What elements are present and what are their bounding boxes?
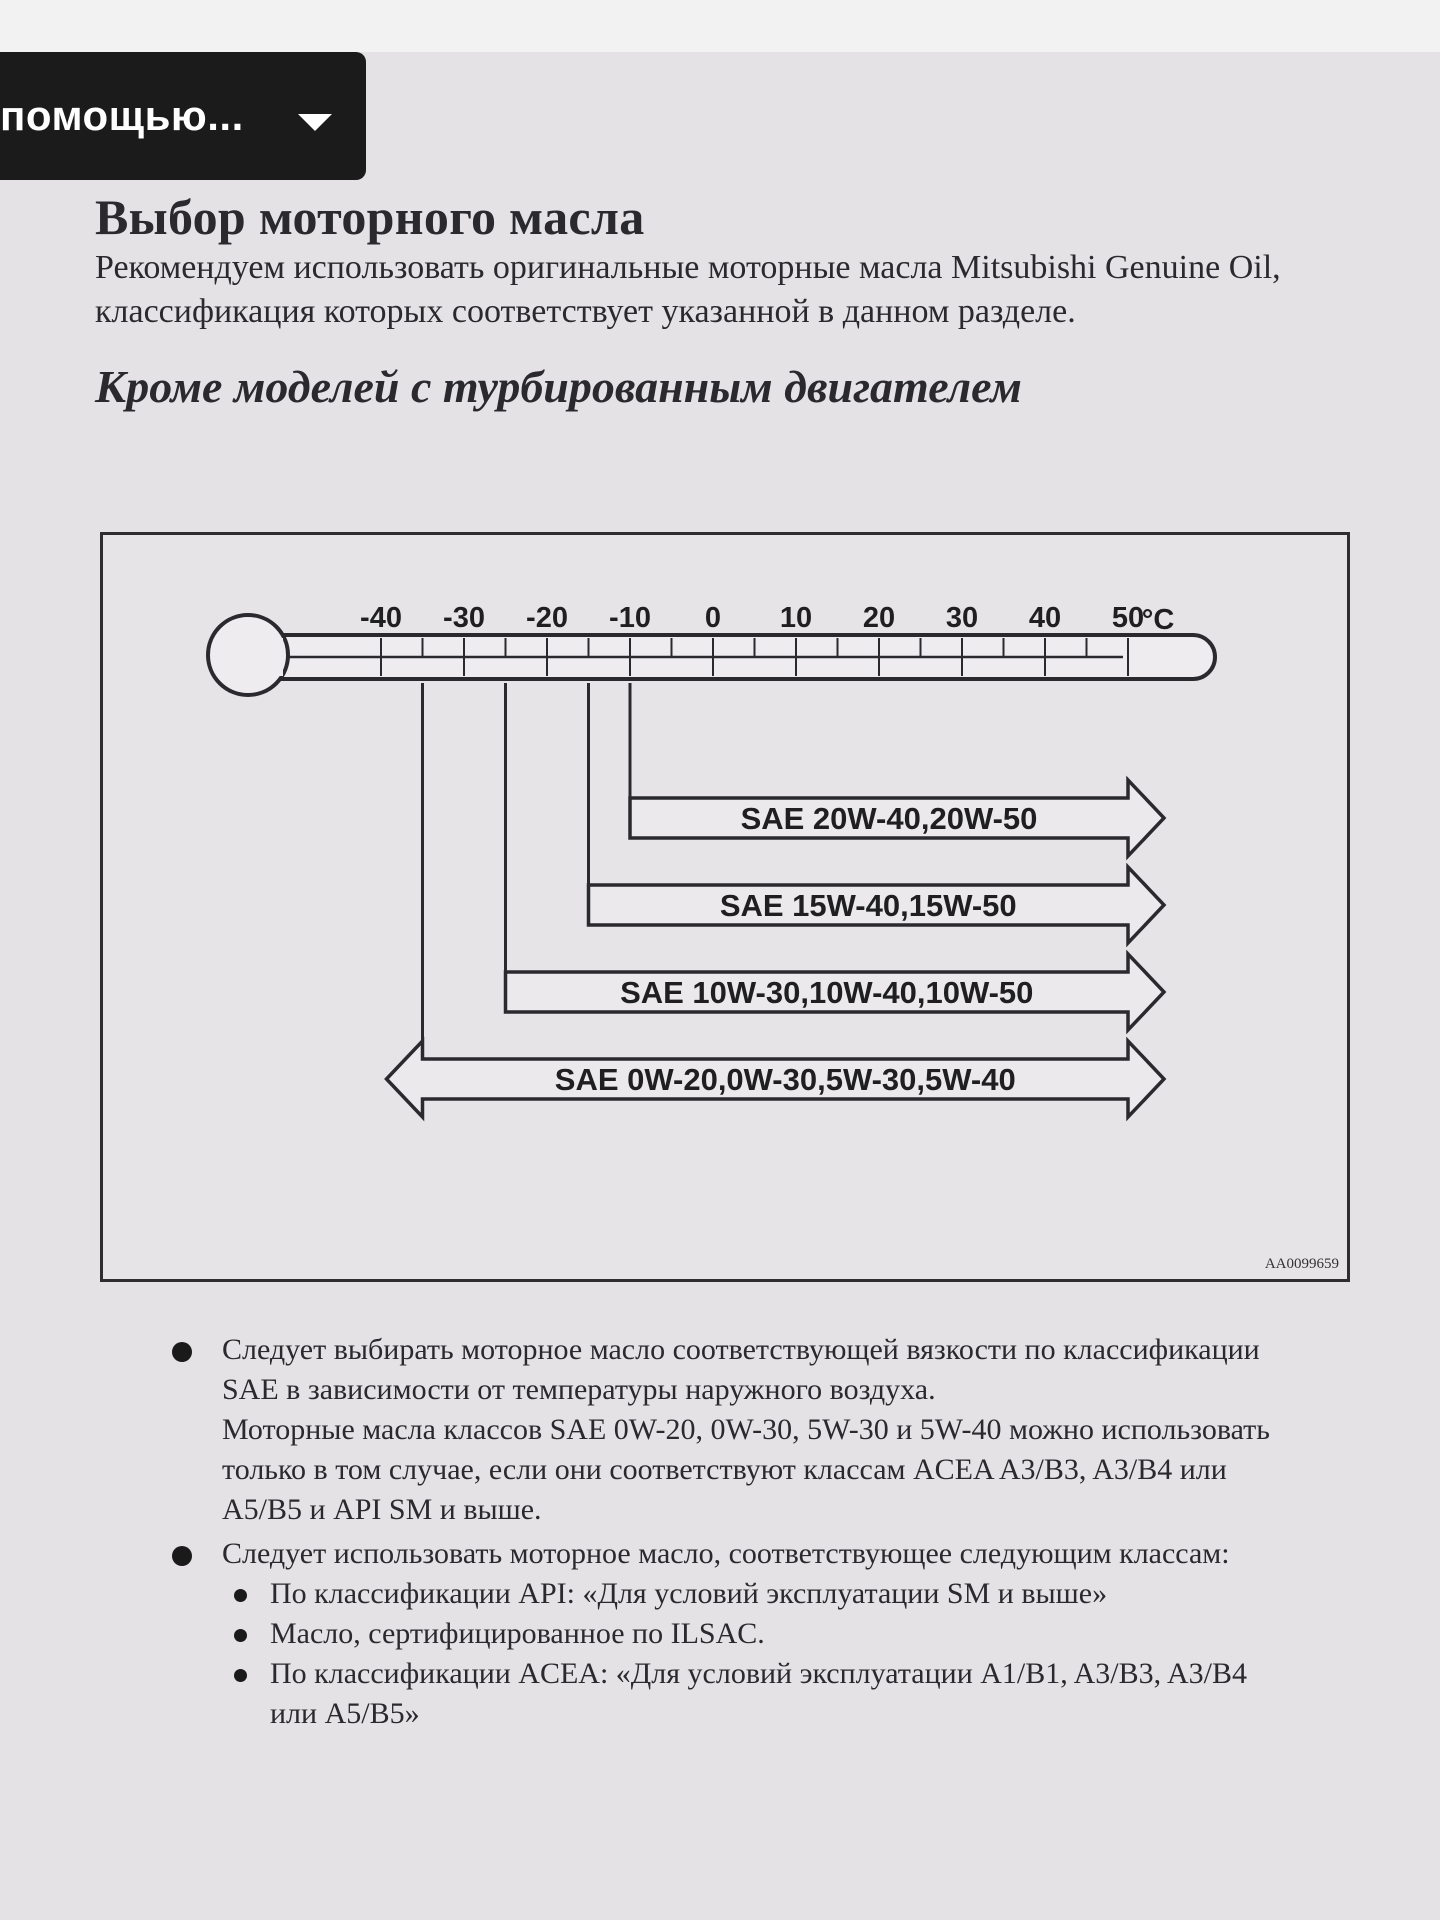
dropdown-menu[interactable] <box>0 52 366 180</box>
tick-label: 20 <box>862 602 896 634</box>
tick-label: -20 <box>526 602 568 634</box>
thermometer-joint <box>243 638 283 676</box>
screen-top-band <box>0 0 1440 52</box>
triangle-down-icon[interactable] <box>298 114 332 131</box>
page-title: Выбор моторного масла <box>95 189 645 245</box>
tick-label: 10 <box>779 602 813 634</box>
bullet-list <box>160 1330 1280 1738</box>
tick-label: -10 <box>609 602 651 634</box>
tick-label: 0 <box>704 602 722 634</box>
sub-bullet-item: По классификации API: «Для условий эксплуатации SM и выше» <box>222 1574 1280 1614</box>
intro-paragraph: Рекомендуем использовать оригинальные моторные масла Mitsubishi Genuine Oil, классификация которых соответствует указанной в данном разделе. <box>95 249 1281 330</box>
grade-label: SAE 10W-30,10W-40,10W-50 <box>620 975 1034 1010</box>
section-subtitle: Кроме моделей с турбированным двигателем <box>95 361 1022 412</box>
bullet-text: Следует выбирать моторное масло соответствующей вязкости по классификации SAE в зависимости от температуры наружного воздуха. <box>222 1333 1260 1406</box>
figure-code: AA0099659 <box>1264 1256 1339 1272</box>
tick-label: -30 <box>443 602 485 634</box>
page-content <box>95 188 1355 413</box>
unit-label: °C <box>1141 604 1175 636</box>
sub-list <box>222 1574 1280 1734</box>
viscosity-chart <box>103 535 1347 1279</box>
grade-label: SAE 0W-20,0W-30,5W-30,5W-40 <box>554 1062 1016 1097</box>
bullet-text: Следует использовать моторное масло, соответствующее следующим классам: <box>222 1537 1230 1570</box>
tick-label: -40 <box>360 602 402 634</box>
dropdown-label: помощью... <box>0 92 244 139</box>
tick-label: 40 <box>1028 602 1062 634</box>
grade-label: SAE 20W-40,20W-50 <box>740 801 1038 836</box>
tick-label: 30 <box>945 602 979 634</box>
sub-bullet-item: Масло, сертифицированное по ILSAC. <box>222 1614 1280 1654</box>
bullet-item <box>160 1534 1280 1734</box>
bullet-item <box>160 1330 1280 1530</box>
sub-bullet-item: По классификации ACEA: «Для условий эксплуатации A1/B1, A3/B3, A3/B4 или A5/B5» <box>222 1654 1280 1734</box>
oil-viscosity-figure <box>100 532 1350 1282</box>
grade-label: SAE 15W-40,15W-50 <box>719 888 1017 923</box>
bullet-text: Моторные масла классов SAE 0W-20, 0W-30, 5W-30 и 5W-40 можно использовать только в том случае, если они соответствуют классам ACEA A3/B3, A3/B4 или A5/B5 и API SM и выше. <box>222 1413 1270 1526</box>
tick-label: 50 <box>1111 602 1145 634</box>
